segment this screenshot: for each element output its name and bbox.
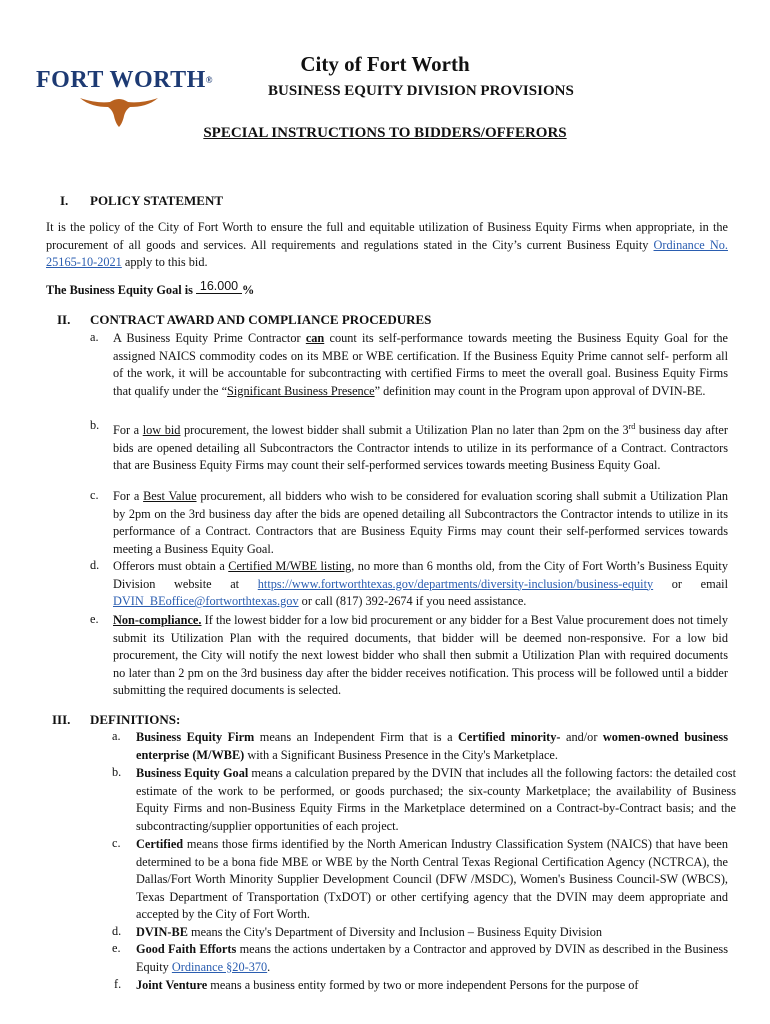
definition-c: Certified means those firms identified by the North American Industry Classification System (NAICS) that have been determined to be a bona fide MBE or WBE by the North Central Texas Regional Certification Agency (NCTRCA), the Dallas/Fort Worth Minority Supplier Development Council (DFW /MSDC), Women's Business Council-SW (WBCS), Texas Department of Transportation (TxDOT) or other certifying agency that the DVIN may deem appropriate and accepted by the City of Fort Worth. bbox=[136, 837, 728, 922]
item-label: d. bbox=[112, 924, 122, 938]
instructions-heading: SPECIAL INSTRUCTIONS TO BIDDERS/OFFERORS bbox=[203, 125, 567, 141]
item-label: a. bbox=[112, 729, 121, 743]
definition-b: Business Equity Goal means a calculation prepared by the DVIN that includes all the following factors: the detailed cost estimate of the work to be performed, or goods purchased; the six-county Marketplace; the availability of Business Equity Firms and non-Business Equity Firms in the Marketplace determined on a Contract-by-Contract basis; and the subcontracting/supplier opportunities of each project. bbox=[136, 766, 736, 833]
section-3-number: III. bbox=[52, 712, 71, 727]
goal-value-field[interactable]: 16.000 bbox=[196, 279, 242, 294]
item-label: c. bbox=[112, 836, 121, 850]
section-3-heading: DEFINITIONS: bbox=[90, 712, 181, 727]
definition-a: Business Equity Firm means an Independent Firm that is a Certified minority- and/or women-owned business enterprise (M/WBE) with a Significant Business Presence in the City's Marketplace. bbox=[136, 730, 728, 762]
section-1-number: I. bbox=[60, 193, 69, 208]
definition-e: Good Faith Efforts means the actions undertaken by a Contractor and approved by DVIN as described in the Business Equity Ordinance §20-370. bbox=[136, 942, 728, 974]
item-label: b. bbox=[90, 418, 100, 432]
item-2c: For a Best Value procurement, all bidders who wish to be considered for evaluation scoring shall submit a Utilization Plan by 2pm on the 3rd business day after the bids are opened detailing all Subcontractors the Contractor intends to utilize in its performance of a Contract. Contractors that are Business Equity Firms may count their self-performed services towards meeting a Business Equity Goal. bbox=[113, 489, 728, 556]
definition-d: DVIN-BE means the City's Department of Diversity and Inclusion – Business Equity Division bbox=[136, 925, 603, 939]
item-2d: Offerors must obtain a Certified M/WBE listing, no more than 6 months old, from the City of Fort Worth’s Business Equity Division website at https://www.fortworthtexas.gov/departments/diversity-inclusion/business-equity or email DVIN_BEoffice@fortworthtexas.gov or call (817) 392-2674 if you need assistance. bbox=[113, 559, 728, 609]
business-equity-url-link[interactable]: https://www.fortworthtexas.gov/departments/diversity-inclusion/business-equity bbox=[257, 576, 654, 591]
policy-paragraph: It is the policy of the City of Fort Worth to ensure the full and equitable utilization of Business Equity Firms when appropriate, in the procurement of all goods and services. All requirements and regulations stated in the City’s current Business Equity Ordinance No. 25165-10-2021 apply to this bid. bbox=[46, 220, 728, 270]
item-2a: A Business Equity Prime Contractor can count its self-performance towards meeting the Business Equity Goal for the assigned NAICS commodity codes on its MBE or WBE certification. If the Business Equity Prime cannot self- perform all of the work, it will be accountable for subcontracting with certified Firms to meet the overall goal. Business Equity Firms that qualify under the “Significant Business Presence” definition may count in the Program upon approval of DVIN-BE. bbox=[113, 331, 728, 398]
ordinance-20-370-link[interactable]: Ordinance §20-370 bbox=[171, 959, 268, 974]
page-subtitle: BUSINESS EQUITY DIVISION PROVISIONS bbox=[268, 83, 574, 99]
item-label: d. bbox=[90, 558, 100, 572]
definition-f: Joint Venture means a business entity formed by two or more independent Persons for the purpose of bbox=[136, 978, 639, 992]
section-2-number: II. bbox=[57, 312, 71, 327]
item-label: a. bbox=[90, 330, 99, 344]
email-link[interactable]: DVIN_BEoffice@fortworthtexas.gov bbox=[113, 594, 299, 609]
section-2-heading: CONTRACT AWARD AND COMPLIANCE PROCEDURES bbox=[90, 312, 432, 327]
logo-text: FORT WORTH bbox=[36, 67, 206, 93]
page-title: City of Fort Worth bbox=[300, 52, 470, 76]
ordinance-link[interactable]: Ordinance No. 25165-10-2021 bbox=[46, 237, 728, 270]
item-2e: Non-compliance. If the lowest bidder for a low bid procurement or any bidder for a Best Value procurement does not timely submit its Utilization Plan with the required documents, that bidder will be deemed non-responsive. For a low bid procurement, the City will notify the next lowest bidder who shall then submit a Utilization Plan with required documents no later than 2 pm on the 3rd business day after the bidder receives notification. This process will be followed until a bidder submitting the required documents is selected. bbox=[113, 613, 728, 698]
longhorn-icon bbox=[78, 90, 160, 130]
item-label: b. bbox=[112, 765, 122, 779]
registered-mark: ® bbox=[205, 75, 214, 85]
item-label: e. bbox=[112, 941, 121, 955]
item-label: e. bbox=[90, 612, 99, 626]
item-2b: For a low bid procurement, the lowest bidder shall submit a Utilization Plan no later than 2pm on the 3rd business day after bids are opened detailing all Subcontractors the Contractor intends to utilize in its performance of a Contract. Contractors that are Business Equity Firms may count their self-performed services towards meeting Business Equity Goal. bbox=[113, 422, 728, 473]
section-1-heading: POLICY STATEMENT bbox=[90, 193, 224, 208]
item-label: f. bbox=[114, 977, 122, 991]
item-label: c. bbox=[90, 488, 99, 502]
business-equity-goal: The Business Equity Goal is 16.000 % bbox=[46, 279, 255, 297]
